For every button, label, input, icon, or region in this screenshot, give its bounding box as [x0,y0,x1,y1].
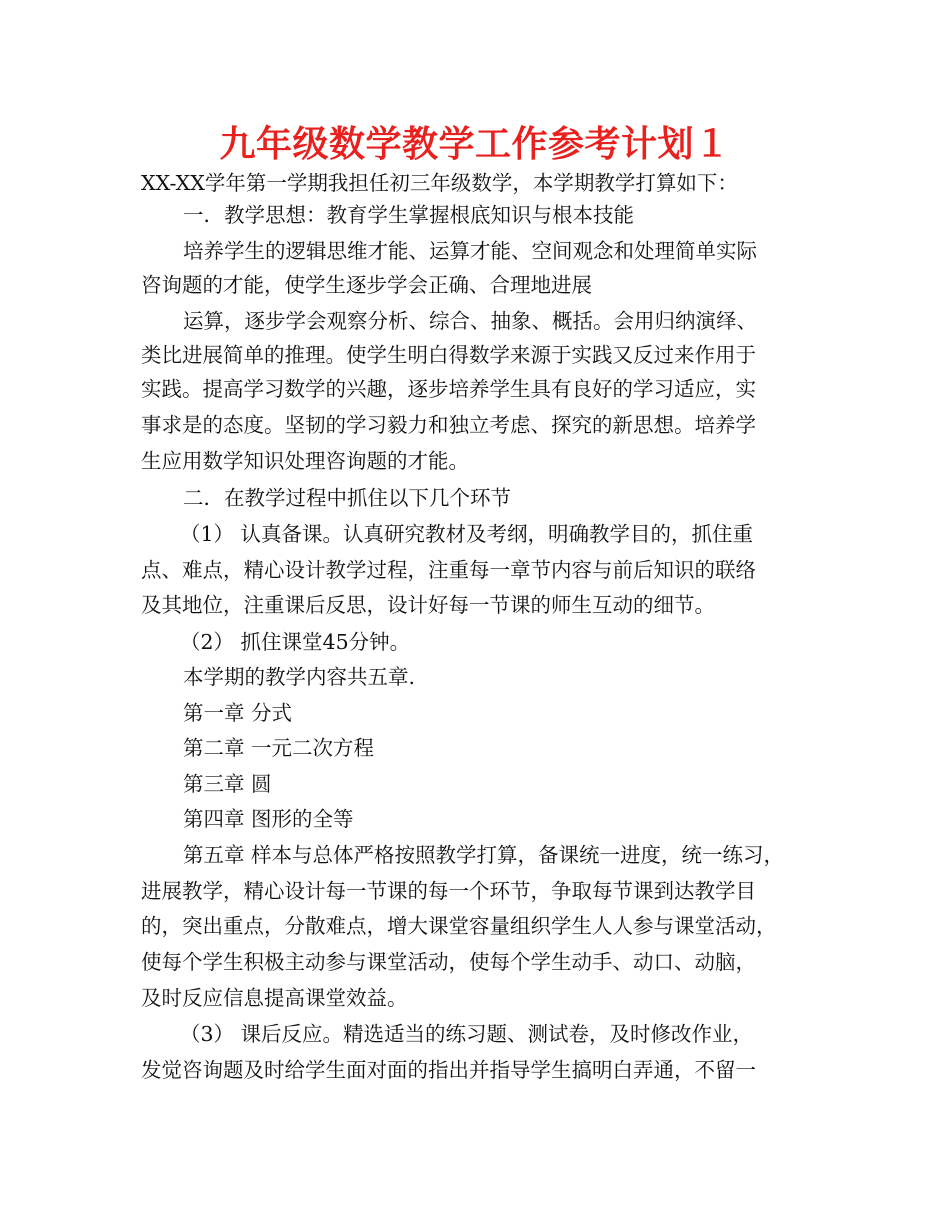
paragraph-line: 进展教学，精心设计每一节课的每一个环节，争取每节课到达教学目 [141,879,756,903]
paragraph-line: 发觉咨询题及时给学生面对面的指出并指导学生搞明白弄通，不留一 [141,1058,756,1082]
paragraph-line: 培养学生的逻辑思维才能、运算才能、空间观念和处理简单实际 [183,239,757,263]
paragraph-line: （1） 认真备课。认真研究教材及考纲，明确教学目的，抓住重 [180,522,754,546]
paragraph-line: （2） 抓住课堂45分钟。 [180,630,411,654]
paragraph-line: （3） 课后反应。精选适当的练习题、测试卷，及时修改作业， [180,1022,754,1046]
paragraph-line: 及其地位，注重课后反思，设计好每一节课的师生互动的细节。 [141,593,715,617]
chapter-line: 第二章 一元二次方程 [183,736,375,760]
paragraph-line: 生应用数学知识处理咨询题的才能。 [141,449,469,473]
paragraph-line: 事求是的态度。坚韧的学习毅力和独立考虑、探究的新思想。培养学 [141,413,756,437]
chapter-line: 第四章 图形的全等 [183,807,354,831]
chapter-line: 第五章 样本与总体严格按照教学打算，备课统一进度，统一练习， [183,843,785,867]
section-heading: 二．在教学过程中抓住以下几个环节 [183,486,511,510]
paragraph-line: 本学期的教学内容共五章. [183,665,416,689]
paragraph-line: 及时反应信息提高课堂效益。 [141,986,408,1010]
section-heading: 一．教学思想：教育学生掌握根底知识与根本技能 [183,203,634,227]
paragraph-line: 点、难点，精心设计教学过程，注重每一章节内容与前后知识的联络 [141,558,756,582]
paragraph-line: 咨询题的才能，使学生逐步学会正确、合理地进展 [141,273,592,297]
paragraph-line: 实践。提高学习数学的兴趣，逐步培养学生具有良好的学习适应，实 [141,377,756,401]
chapter-line: 第三章 圆 [183,772,272,796]
paragraph-line: 类比进展简单的推理。使学生明白得数学来源于实践又反过来作用于 [141,343,756,367]
paragraph-line: 使每个学生积极主动参与课堂活动，使每个学生动手、动口、动脑， [141,950,756,974]
paragraph-line: XX-XX学年第一学期我担任初三年级数学，本学期教学打算如下： [141,171,738,195]
chapter-line: 第一章 分式 [183,701,293,725]
document-title: 九年级数学教学工作参考计划１ [219,124,731,165]
paragraph-line: 的，突出重点，分散难点，增大课堂容量组织学生人人参与课堂活动， [141,914,777,938]
paragraph-line: 运算，逐步学会观察分析、综合、抽象、概括。会用归纳演绎、 [183,309,757,333]
